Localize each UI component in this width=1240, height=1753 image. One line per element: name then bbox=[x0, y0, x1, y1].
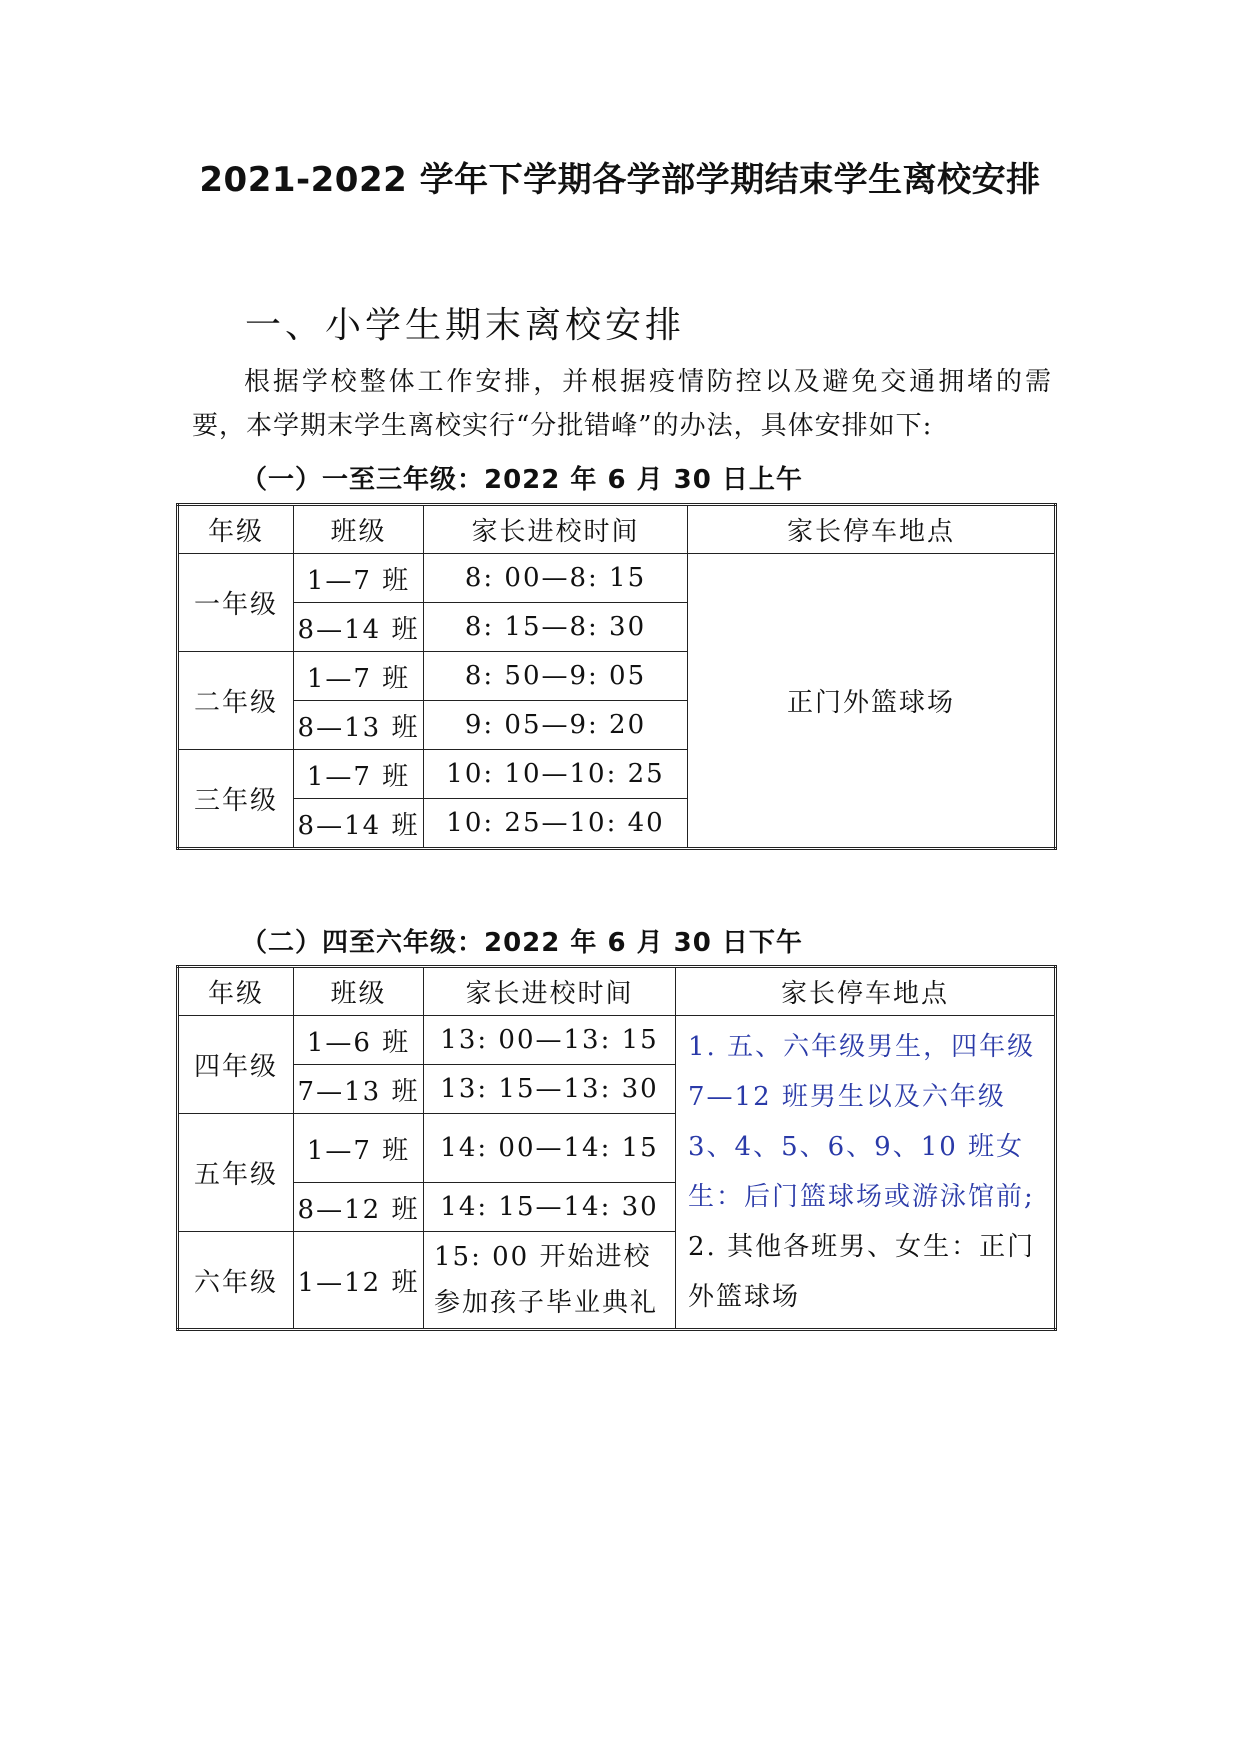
classes-cell: 8—12 班 bbox=[294, 1183, 424, 1232]
classes-cell: 7—13 班 bbox=[294, 1065, 424, 1114]
table-row bbox=[178, 1016, 1056, 1065]
parking-cell: 正门外篮球场 bbox=[688, 554, 1056, 849]
time-cell: 14: 00—14: 15 bbox=[424, 1114, 676, 1183]
grades-1-3-schedule-table bbox=[176, 503, 1057, 850]
parking-note-2: 2. 其他各班男、女生：正门外篮球场 bbox=[688, 1232, 1036, 1312]
time-cell: 10: 25—10: 40 bbox=[424, 799, 688, 849]
column-header-parking: 家长停车地点 bbox=[676, 967, 1056, 1016]
column-header-arrival-time: 家长进校时间 bbox=[424, 967, 676, 1016]
section-heading: 一、小学生期末离校安排 bbox=[245, 305, 686, 346]
classes-cell: 1—7 班 bbox=[294, 652, 424, 701]
table-header-row bbox=[178, 505, 1056, 554]
column-header-classes: 班级 bbox=[294, 505, 424, 554]
time-cell: 10: 10—10: 25 bbox=[424, 750, 688, 799]
time-cell: 13: 15—13: 30 bbox=[424, 1065, 676, 1114]
table1-heading: （一）一至三年级：2022 年 6 月 30 日上午 bbox=[241, 465, 803, 495]
intro-paragraph: 根据学校整体工作安排，并根据疫情防控以及避免交通拥堵的需要，本学期末学生离校实行“分批错峰”的办法，具体安排如下: bbox=[192, 367, 1052, 441]
parking-note-1: 1. 五、六年级男生，四年级 7—12 班男生以及六年级 3、4、5、6、9、10 班女生：后门篮球场或游泳馆前; bbox=[688, 1032, 1036, 1212]
column-header-grade: 年级 bbox=[178, 967, 294, 1016]
column-header-classes: 班级 bbox=[294, 967, 424, 1016]
time-cell: 8: 15—8: 30 bbox=[424, 603, 688, 652]
classes-cell: 1—7 班 bbox=[294, 1114, 424, 1183]
classes-cell: 8—14 班 bbox=[294, 603, 424, 652]
classes-cell: 8—14 班 bbox=[294, 799, 424, 849]
column-header-parking: 家长停车地点 bbox=[688, 505, 1056, 554]
grade-cell: 三年级 bbox=[178, 750, 294, 849]
column-header-grade: 年级 bbox=[178, 505, 294, 554]
grade-cell: 二年级 bbox=[178, 652, 294, 750]
column-header-arrival-time: 家长进校时间 bbox=[424, 505, 688, 554]
classes-cell: 1—7 班 bbox=[294, 750, 424, 799]
time-cell: 14: 15—14: 30 bbox=[424, 1183, 676, 1232]
table-header-row bbox=[178, 967, 1056, 1016]
grade-cell: 一年级 bbox=[178, 554, 294, 652]
parking-note-cell bbox=[676, 1016, 1056, 1330]
grade-cell: 六年级 bbox=[178, 1232, 294, 1330]
time-cell: 8: 50—9: 05 bbox=[424, 652, 688, 701]
classes-cell: 1—7 班 bbox=[294, 554, 424, 603]
grades-4-6-schedule-table bbox=[176, 965, 1057, 1331]
time-cell: 8: 00—8: 15 bbox=[424, 554, 688, 603]
table-row bbox=[178, 554, 1056, 603]
document-title: 2021-2022 学年下学期各学部学期结束学生离校安排 bbox=[199, 160, 1041, 200]
time-cell: 15: 00 开始进校参加孩子毕业典礼 bbox=[424, 1232, 676, 1330]
table2-heading: （二）四至六年级：2022 年 6 月 30 日下午 bbox=[241, 928, 803, 958]
classes-cell: 1—12 班 bbox=[294, 1232, 424, 1330]
time-cell: 9: 05—9: 20 bbox=[424, 701, 688, 750]
classes-cell: 8—13 班 bbox=[294, 701, 424, 750]
grade-cell: 五年级 bbox=[178, 1114, 294, 1232]
grade-cell: 四年级 bbox=[178, 1016, 294, 1114]
classes-cell: 1—6 班 bbox=[294, 1016, 424, 1065]
time-cell: 13: 00—13: 15 bbox=[424, 1016, 676, 1065]
